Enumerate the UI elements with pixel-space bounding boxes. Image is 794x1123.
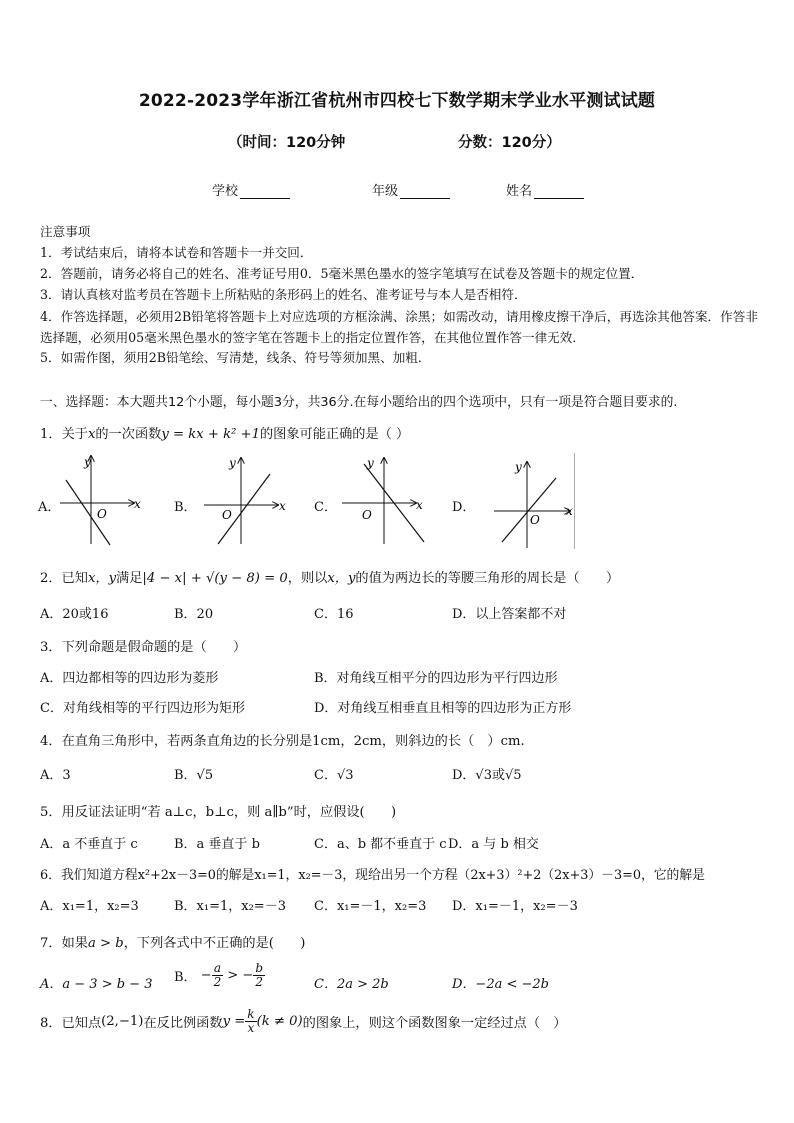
q1-graph-c bbox=[336, 452, 436, 548]
q1-option-d-label: D． bbox=[452, 500, 476, 515]
q1-formula: y = kx + k² +1 bbox=[161, 427, 260, 442]
q1-option-a-label: A． bbox=[38, 500, 61, 515]
exam-time: （时间：120分钟 bbox=[228, 135, 346, 151]
note-item: 3．请认真核对监考员在答题卡上所粘贴的条形码上的姓名、准考证号与本人是否相符． bbox=[40, 287, 527, 302]
q6-option-a: A．x₁=1，x₂=3 bbox=[40, 899, 139, 914]
q1-x: x bbox=[87, 427, 96, 442]
q1-graph-d bbox=[490, 456, 580, 550]
q8-condition: (k ≠ 0) bbox=[256, 1014, 303, 1029]
school-label: 学校 bbox=[212, 184, 239, 199]
question-4-stem: 4．在直角三角形中，若两条直角边的长分别是1cm，2cm，则斜边的长（ ）cm. bbox=[40, 734, 525, 749]
q1-mid: 的一次函数 bbox=[95, 427, 162, 442]
q1-pre: 1．关于 bbox=[40, 427, 88, 442]
q7-option-d bbox=[452, 973, 549, 992]
origin-label: O bbox=[97, 507, 107, 521]
question-2-stem bbox=[40, 567, 619, 586]
axis-y-label: y bbox=[367, 456, 374, 470]
exam-score: 分数：120分） bbox=[458, 135, 561, 151]
q7-option-a bbox=[40, 973, 152, 992]
frac-denominator: 2 bbox=[213, 975, 222, 989]
q1-option-c-label: C． bbox=[314, 500, 337, 515]
q3-option-a: A．四边都相等的四边形为菱形 bbox=[40, 671, 219, 686]
q2-mid: 满足 bbox=[116, 571, 143, 586]
question-7-stem bbox=[40, 932, 305, 951]
name-label: 姓名 bbox=[506, 184, 533, 199]
q7-option-b: B． − $\frac{a}{2}$ > − $\frac{b}{2}$ bbox=[174, 961, 263, 989]
fraction bbox=[245, 1008, 256, 1035]
q8-y: y = bbox=[222, 1014, 246, 1029]
q8-post: 的图象上，则这个函数图象一定经过点（ ） bbox=[302, 1016, 567, 1031]
q7-option-c-text: C．2a > 2b bbox=[314, 977, 389, 992]
axis-x-label: x bbox=[566, 504, 573, 518]
note-item: 1．考试结束后，请将本试卷和答题卡一并交回． bbox=[40, 245, 313, 260]
q4-option-c: C．√3 bbox=[314, 768, 354, 783]
q1-graph-b bbox=[198, 452, 298, 548]
origin-label: O bbox=[530, 513, 540, 527]
q1-option-b-label: B． bbox=[174, 500, 197, 515]
fraction bbox=[212, 962, 224, 989]
page-title: 2022-2023学年浙江省杭州市四校七下数学期末学业水平测试试题 bbox=[138, 91, 656, 111]
grade-blank bbox=[400, 184, 450, 199]
axis-x-label: x bbox=[134, 497, 141, 511]
q2-option-c: C．16 bbox=[314, 607, 354, 622]
school-field bbox=[212, 180, 290, 199]
axis-x-label: x bbox=[416, 498, 423, 512]
q2-option-d: D．以上答案都不对 bbox=[452, 607, 567, 622]
q4-option-d: D．√3或√5 bbox=[452, 768, 522, 783]
frac-numerator: a bbox=[212, 962, 224, 976]
q7-option-d-text: D．−2a < −2b bbox=[452, 977, 549, 992]
q3-option-d: D．对角线互相垂直且相等的四边形为正方形 bbox=[314, 701, 572, 716]
axis-y-label: y bbox=[515, 460, 522, 474]
q1-graph-a bbox=[58, 452, 148, 548]
question-3-stem: 3．下列命题是假命题的是（ ） bbox=[40, 640, 247, 655]
question-8-stem bbox=[40, 1008, 566, 1035]
grade-field bbox=[372, 180, 450, 199]
frac-numerator: k bbox=[247, 1007, 255, 1021]
q6-option-b: B．x₁=1，x₂=－3 bbox=[174, 899, 286, 914]
section-heading: 一、选择题：本大题共12个小题，每小题3分，共36分.在每小题给出的四个选项中，只有一项是符合题目要求的. bbox=[40, 395, 678, 410]
axis-x-label: x bbox=[279, 499, 286, 513]
school-blank bbox=[240, 184, 290, 199]
question-5-stem: 5．用反证法证明“若 a⊥c，b⊥c，则 a∥b”时，应假设( ) bbox=[40, 805, 397, 820]
q5-option-b: B．a 垂直于 b bbox=[174, 837, 260, 852]
graph-divider bbox=[574, 453, 575, 549]
frac-denominator: x bbox=[247, 1021, 255, 1035]
q2-option-a: A．20或16 bbox=[40, 607, 109, 622]
question-6-stem: 6．我们知道方程x²+2x－3=0的解是x₁=1，x₂=－3，现给出另一个方程（2x+3）²+2（2x+3）－3=0，它的解是 bbox=[40, 868, 705, 883]
q2-vars2: x，y bbox=[327, 571, 356, 586]
q3-option-b: B．对角线互相平分的四边形为平行四边形 bbox=[314, 671, 558, 686]
q6-option-d: D．x₁=－1，x₂=－3 bbox=[452, 899, 578, 914]
q1-post: 的图象可能正确的是（ ） bbox=[259, 427, 410, 442]
q7-condition: a > b bbox=[87, 936, 124, 951]
note-item: 5．如需作图，须用2B铅笔绘、写清楚，线条、符号等须加黑、加粗． bbox=[40, 350, 431, 365]
q7-option-a-text: A．a − 3 > b − 3 bbox=[40, 977, 153, 992]
q7-option-c bbox=[314, 973, 389, 992]
q7-post: ，下列各式中不正确的是( ) bbox=[123, 936, 306, 951]
q6-option-c: C．x₁=－1，x₂=3 bbox=[314, 899, 427, 914]
q2-post2: 的值为两边长的等腰三角形的周长是（ ） bbox=[355, 571, 620, 586]
frac-numerator: b bbox=[255, 961, 263, 975]
note-item: 4．作答选择题，必须用2B铅笔将答题卡上对应选项的方框涂满、涂黑；如需改动，请用橡皮擦干净后，再选涂其他答案．作答非选择题，必须用05毫米黑色墨水的签字笔在答题卡上的指定位置作答，在其他位置作答一律无效． bbox=[40, 309, 758, 345]
q7-option-b-label: B． bbox=[174, 970, 197, 985]
q5-option-c: C．a、b 都不垂直于 c bbox=[314, 837, 447, 852]
q4-option-b: B．√5 bbox=[174, 768, 214, 783]
name-field bbox=[506, 180, 584, 199]
axis-y-label: y bbox=[84, 455, 91, 469]
q2-formula: |4 − x| + √(y − 8) = 0 bbox=[142, 571, 288, 586]
question-1-stem bbox=[40, 423, 409, 442]
grade-label: 年级 bbox=[372, 184, 399, 199]
q3-option-c: C．对角线相等的平行四边形为矩形 bbox=[40, 701, 245, 716]
q8-pre: 8．已知点 bbox=[40, 1016, 102, 1031]
q8-point: (2,−1) bbox=[101, 1014, 144, 1029]
q7-pre: 7．如果 bbox=[40, 936, 88, 951]
q5-option-d: D．a 与 b 相交 bbox=[448, 837, 539, 852]
notes-heading: 注意事项 bbox=[40, 224, 91, 239]
name-blank bbox=[534, 184, 584, 199]
axis-y-label: y bbox=[229, 456, 236, 470]
frac-denominator: 2 bbox=[255, 975, 263, 989]
q5-option-a: A．a 不垂直于 c bbox=[40, 837, 138, 852]
q2-post: ，则以 bbox=[287, 571, 328, 586]
origin-label: O bbox=[222, 508, 232, 522]
fraction bbox=[253, 962, 265, 989]
q2-vars: x，y bbox=[87, 571, 117, 586]
q4-option-a: A．3 bbox=[40, 768, 71, 783]
q2-pre: 2．已知 bbox=[40, 571, 88, 586]
origin-label: O bbox=[362, 508, 372, 522]
q2-option-b: B．20 bbox=[174, 607, 214, 622]
q8-mid: 在反比例函数 bbox=[143, 1016, 223, 1031]
note-item: 2．答题前，请务必将自己的姓名、准考证号用0．5毫米黑色墨水的签字笔填写在试卷及答题卡的规定位置． bbox=[40, 266, 644, 281]
